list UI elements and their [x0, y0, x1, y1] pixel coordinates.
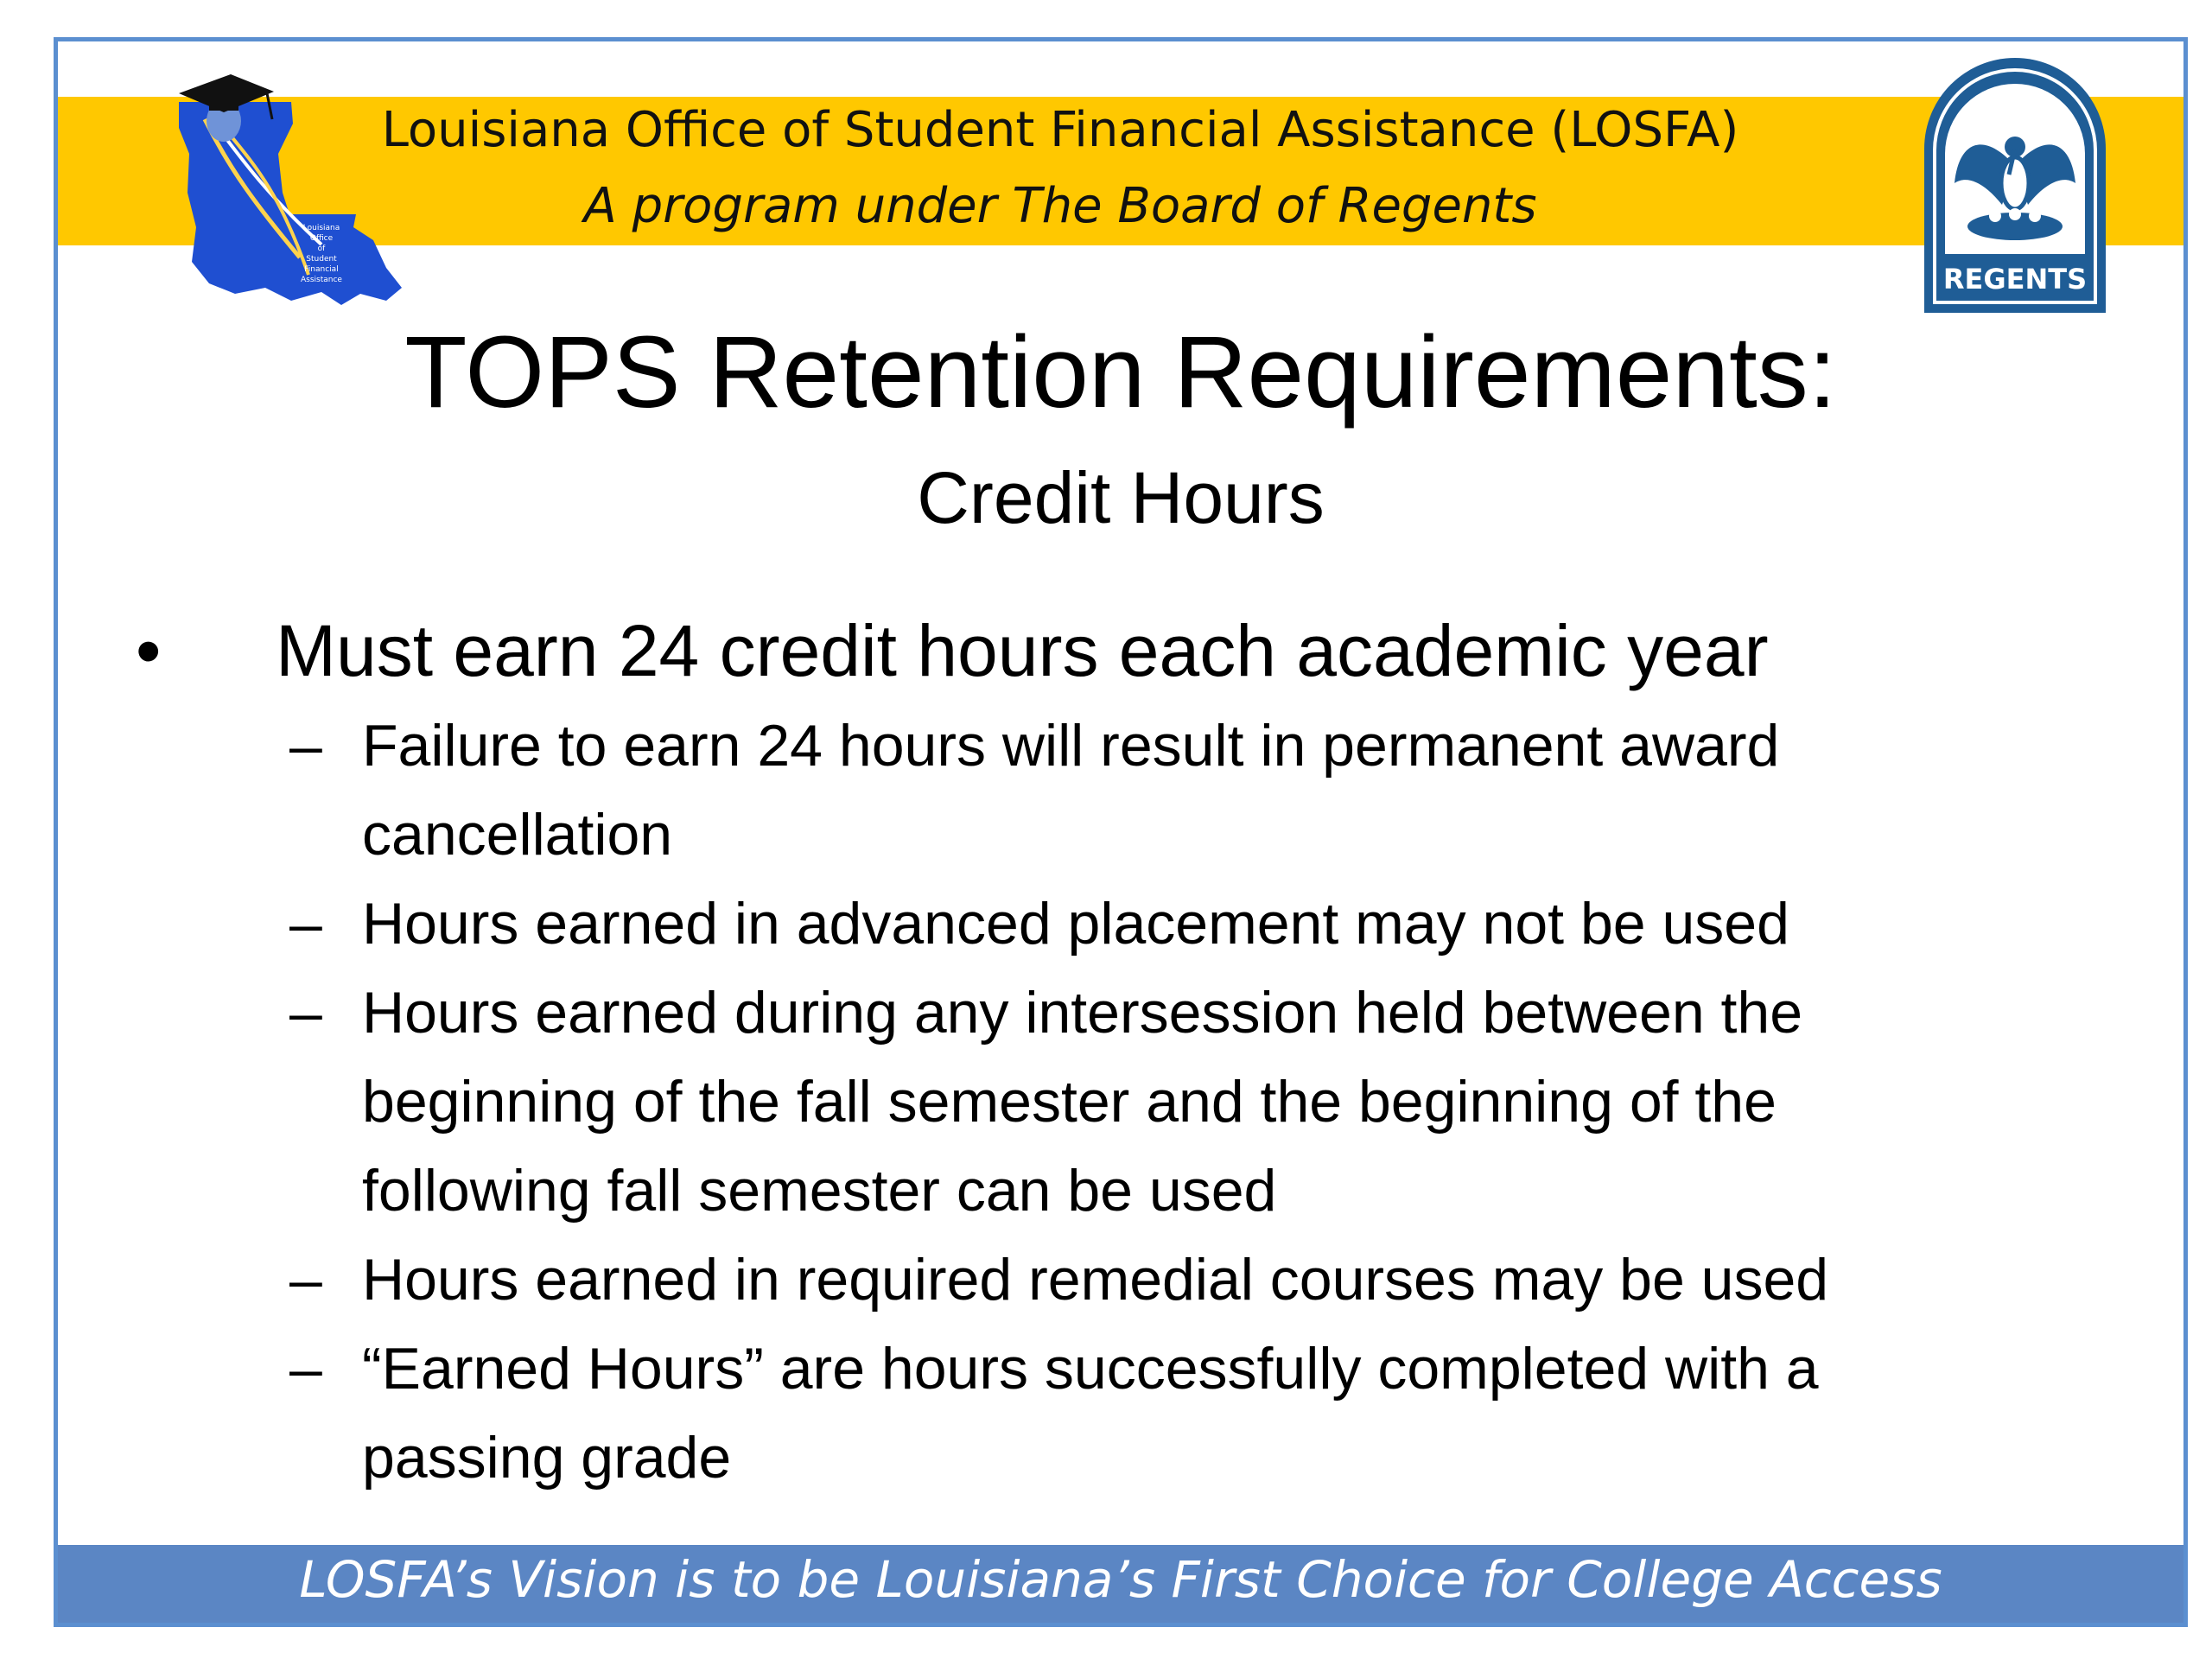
sub-bullet-text: Failure to earn 24 hours will result in permanent award cancellation — [362, 713, 1780, 868]
svg-text:Office: Office — [309, 234, 334, 243]
footer-vision-text: LOSFA’s Vision is to be Louisiana’s First Choice for College Access — [299, 1550, 1942, 1609]
sub-bullet-list — [289, 702, 2123, 1503]
slide-body — [136, 603, 2123, 1503]
regents-logo — [1916, 54, 2114, 321]
regents-logo-text: REGENTS — [1942, 263, 2088, 296]
sub-bullet-marker: – — [289, 1336, 322, 1402]
bullet-text: Must earn 24 credit hours each academic year — [276, 610, 1769, 691]
svg-text:Assistance: Assistance — [301, 276, 342, 284]
sub-bullet-text: “Earned Hours” are hours successfully completed with a passing grade — [362, 1336, 1819, 1491]
sub-bullet-text: Hours earned in required remedial courses may be used — [362, 1247, 1829, 1313]
sub-bullet-marker: – — [289, 980, 322, 1046]
sub-bullet-item — [289, 1325, 2123, 1503]
slide — [54, 37, 2188, 1627]
sub-bullet-text: Hours earned during any intersession held between the beginning of the fall semester and the beginning of the following fall semester can be used — [362, 980, 1803, 1224]
svg-text:Financial: Financial — [304, 265, 339, 274]
sub-bullet-text: Hours earned in advanced placement may not be used — [362, 891, 1789, 957]
sub-bullet-item — [289, 880, 2123, 969]
sub-bullet-marker: – — [289, 891, 322, 957]
bullet-item — [136, 603, 2123, 698]
footer-band — [58, 1545, 2183, 1623]
sub-bullet-item — [289, 702, 2123, 880]
org-name: Louisiana Office of Student Financial Assistance (LOSFA) — [381, 102, 1739, 158]
sub-bullet-marker: – — [289, 1247, 322, 1313]
sub-bullet-item — [289, 969, 2123, 1236]
sub-bullet-marker: – — [289, 713, 322, 779]
bullet-marker: • — [136, 610, 162, 691]
svg-text:of: of — [317, 245, 326, 253]
svg-text:Student: Student — [306, 255, 337, 264]
slide-subtitle: Credit Hours — [917, 457, 1325, 538]
org-tagline: A program under The Board of Regents — [583, 178, 1537, 234]
sub-bullet-item — [289, 1236, 2123, 1325]
losfa-logo-text: Louisiana — [302, 224, 340, 232]
slide-title: TOPS Retention Requirements: — [404, 315, 1837, 429]
